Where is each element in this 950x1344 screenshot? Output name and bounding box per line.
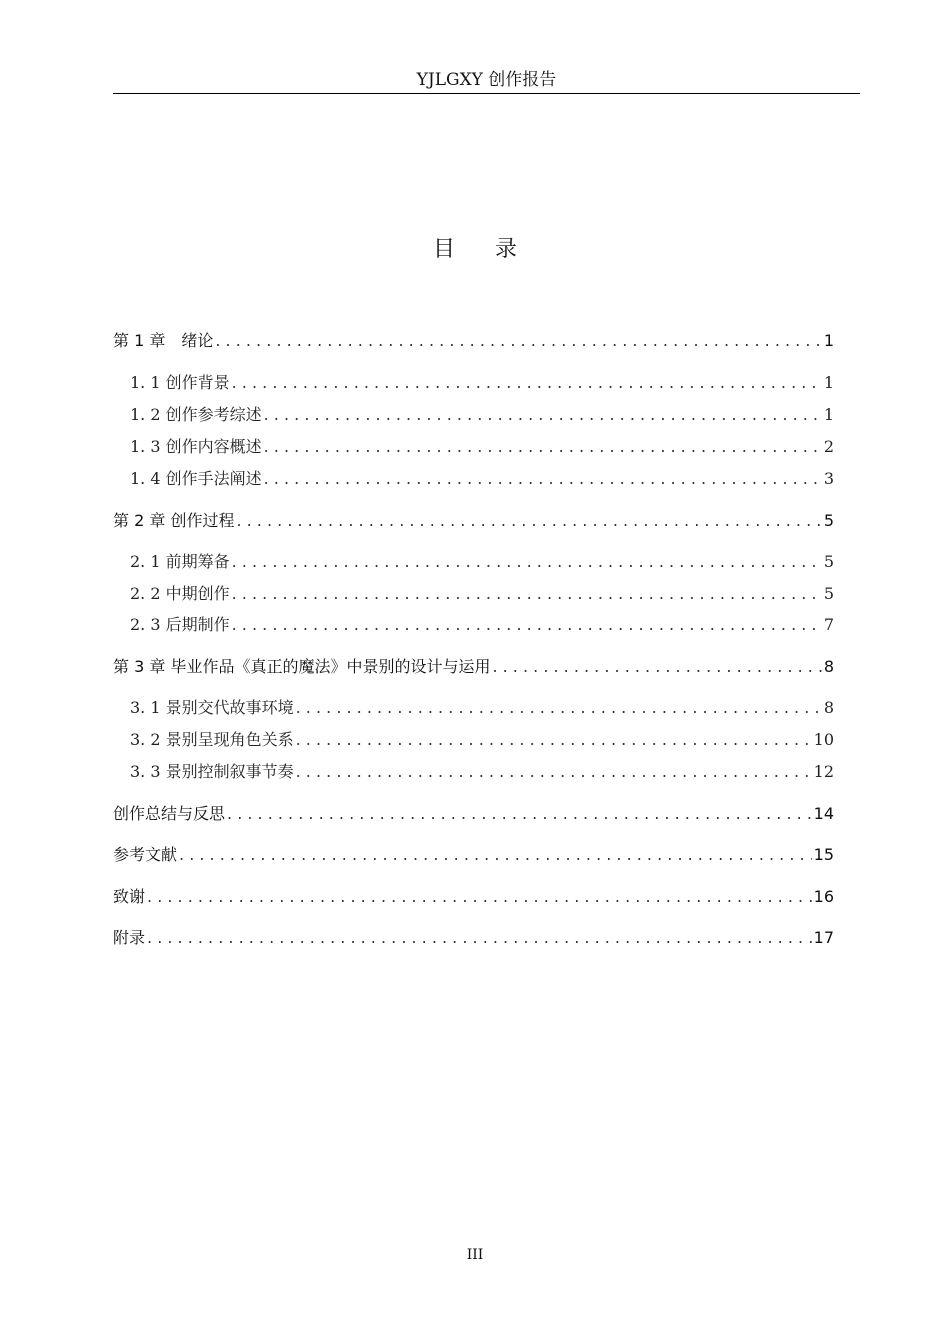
page-header [113,68,860,94]
toc-section-entry[interactable] [113,759,834,783]
toc-entry-label: 1. 4 创作手法阐述 [130,469,262,488]
toc-dot-leader [179,845,812,864]
toc-dot-leader [232,373,822,392]
toc-section-entry[interactable] [113,581,834,605]
toc-entry-page: 5 [823,584,834,603]
toc-chapter-entry[interactable] [113,801,834,825]
toc-entry-page: 1 [823,405,834,424]
toc-entry-label: 2. 3 后期制作 [130,615,230,634]
toc-entry-page: 14 [813,804,834,823]
toc-dot-leader [264,469,822,488]
toc-entry-page: 1 [823,373,834,392]
toc-dot-leader [296,698,822,717]
toc-entry-label: 2. 1 前期筹备 [130,552,230,571]
toc-entry-page: 8 [823,657,834,676]
toc-entry-label: 3. 2 景别呈现角色关系 [130,730,294,749]
toc-entry-label: 2. 2 中期创作 [130,584,230,603]
toc-chapter-entry[interactable] [113,884,834,908]
toc-entry-label: 附录 [113,928,146,947]
toc-entry-page: 2 [823,437,834,456]
toc-dot-leader [215,331,821,350]
toc-dot-leader [264,405,822,424]
toc-section-entry[interactable] [113,549,834,573]
toc-dot-leader [147,887,812,906]
toc-section-entry[interactable] [113,466,834,490]
toc-entry-label: 1. 2 创作参考综述 [130,405,262,424]
toc-entry-page: 10 [813,730,834,749]
toc-entry-label: 创作总结与反思 [113,804,226,823]
toc-chapter-entry[interactable] [113,328,834,352]
toc-section-entry[interactable] [113,695,834,719]
header-title: YJLGXY 创作报告 [416,70,557,90]
toc-entry-label: 第 3 章 毕业作品《真正的魔法》中景别的设计与运用 [113,657,491,676]
toc-section-entry[interactable] [113,612,834,636]
toc-entry-label: 1. 1 创作背景 [130,373,230,392]
toc-entry-page: 5 [823,552,834,571]
toc-dot-leader [232,552,822,571]
toc-entry-page: 7 [823,615,834,634]
toc-entry-page: 12 [813,762,834,781]
toc-entry-page: 8 [823,698,834,717]
toc-entry-label: 3. 3 景别控制叙事节奏 [130,762,294,781]
toc-section-entry[interactable] [113,727,834,751]
toc-dot-leader [296,730,812,749]
page-number: III [466,1247,484,1263]
toc-entry-page: 1 [823,331,834,350]
toc-dot-leader [227,804,812,823]
toc-section-entry[interactable] [113,402,834,426]
toc-chapter-entry[interactable] [113,925,834,949]
toc-chapter-entry[interactable] [113,508,834,532]
toc-section-entry[interactable] [113,434,834,458]
toc-dot-leader [236,511,821,530]
toc-entry-page: 17 [813,928,834,947]
toc-entry-label: 1. 3 创作内容概述 [130,437,262,456]
toc-dot-leader [147,928,812,947]
toc-entry-page: 15 [813,845,834,864]
toc-entry-page: 5 [823,511,834,530]
toc-title: 目录 [432,237,557,262]
toc-dot-leader [264,437,822,456]
toc-entry-label: 第 2 章 创作过程 [113,511,235,530]
toc-dot-leader [492,657,821,676]
toc-entry-label: 参考文献 [113,845,178,864]
toc-section-entry[interactable] [113,370,834,394]
toc-entry-label: 3. 1 景别交代故事环境 [130,698,294,717]
toc-entry-page: 3 [823,469,834,488]
toc-entry-label: 致谢 [113,887,146,906]
toc-entry-page: 16 [813,887,834,906]
toc-entry-label: 第 1 章 绪论 [113,331,214,350]
toc-dot-leader [232,615,822,634]
toc-dot-leader [296,762,812,781]
toc-dot-leader [232,584,822,603]
toc-chapter-entry[interactable] [113,654,834,678]
toc-chapter-entry[interactable] [113,842,834,866]
